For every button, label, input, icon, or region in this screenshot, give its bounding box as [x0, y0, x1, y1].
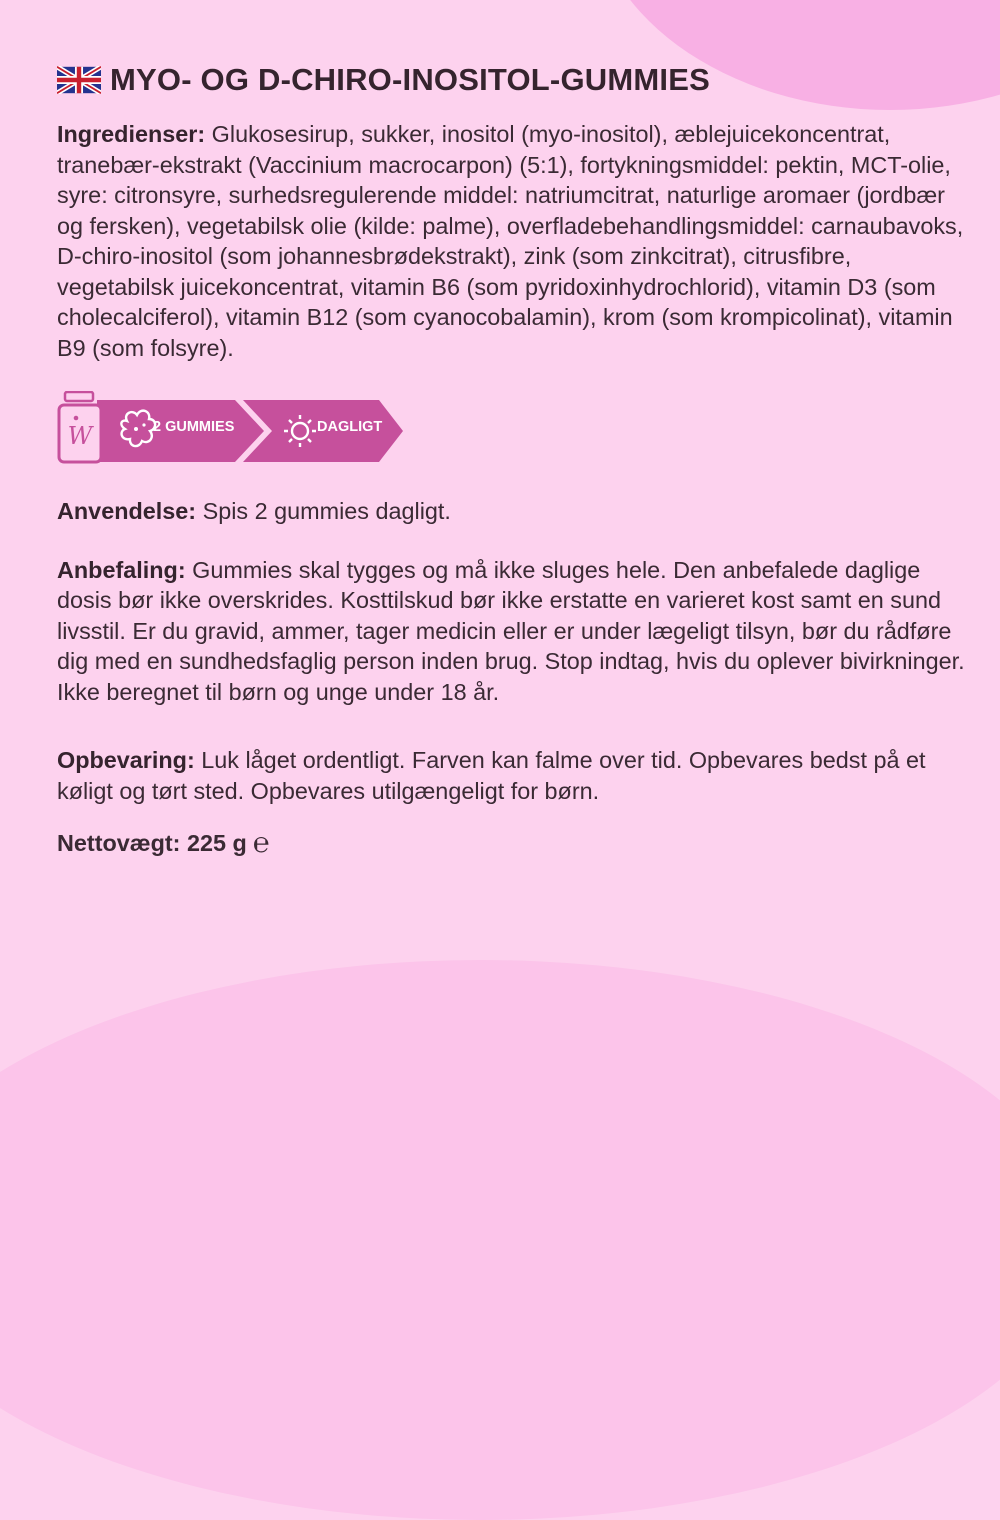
ingredients-label: Ingredienser:: [57, 121, 206, 147]
net-weight-section: [57, 828, 967, 859]
storage-label: Opbevaring:: [57, 747, 195, 773]
estimated-sign-icon: ℮: [252, 826, 270, 859]
uk-flag-icon: [57, 66, 101, 94]
product-label: [57, 58, 967, 859]
recommendation-section: [57, 555, 967, 708]
ingredients-section: [57, 119, 967, 363]
recommendation-label: Anbefaling:: [57, 556, 186, 583]
net-weight-label: Nettovægt: 225 g: [57, 830, 247, 856]
storage-section: [57, 745, 967, 806]
dose-frequency-label: DAGLIGT: [317, 419, 383, 435]
jar-icon: [59, 392, 101, 462]
usage-section: [57, 496, 967, 527]
recommendation-text: Gummies skal tygges og må ikke sluges hele. Den anbefalede daglige dosis bør ikke overskrides. Kosttilskud bør ikke erstatte en varieret kost samt en sund livsstil. Er du gravid, ammer, tager medicin eller er under lægeligt tilsyn, bør du rådføre dig med en sundhedsfaglig person inden brug. Stop indtag, hvis du oplever bivirkninger. Ikke beregnet til børn og unge under 18 år.: [57, 556, 965, 705]
dosage-badge: [57, 391, 417, 465]
ingredients-text: Glukosesirup, sukker, inositol (myo-inositol), æblejuicekoncentrat, tranebær-ekstrakt (Vaccinium macrocarpon) (5:1), fortykningsmiddel: pektin, MCT-olie, syre: citronsyre, surhedsregulerende middel: natriumcitrat, naturlige aromaer (jordbær og fersken), vegetabilsk olie (kilde: palme), overfladebehandlingsmiddel: carnaubavoks, D-chiro-inositol (som johannesbrødekstrakt), zink (som zinkcitrat), citrusfibre, vegetabilsk juicekoncentrat, vitamin B6 (som pyridoxinhydrochlorid), vitamin D3 (som cholecalciferol), vitamin B12 (som cyanocobalamin), krom (som krompicolinat), vitamin B9 (som folsyre).: [57, 121, 964, 361]
background-blob-bottom: [0, 960, 1000, 1520]
usage-label: Anvendelse:: [57, 498, 197, 524]
title-row: [57, 58, 967, 102]
storage-text: Luk låget ordentligt. Farven kan falme over tid. Opbevares bedst på et køligt og tørt sted. Opbevares utilgængeligt for børn.: [57, 747, 926, 804]
dose-amount-label: 2 GUMMIES: [153, 419, 235, 435]
svg-text:W: W: [67, 422, 93, 450]
usage-text: Spis 2 gummies dagligt.: [196, 498, 451, 524]
product-title: MYO- OG D-CHIRO-INOSITOL-GUMMIES: [110, 62, 710, 97]
